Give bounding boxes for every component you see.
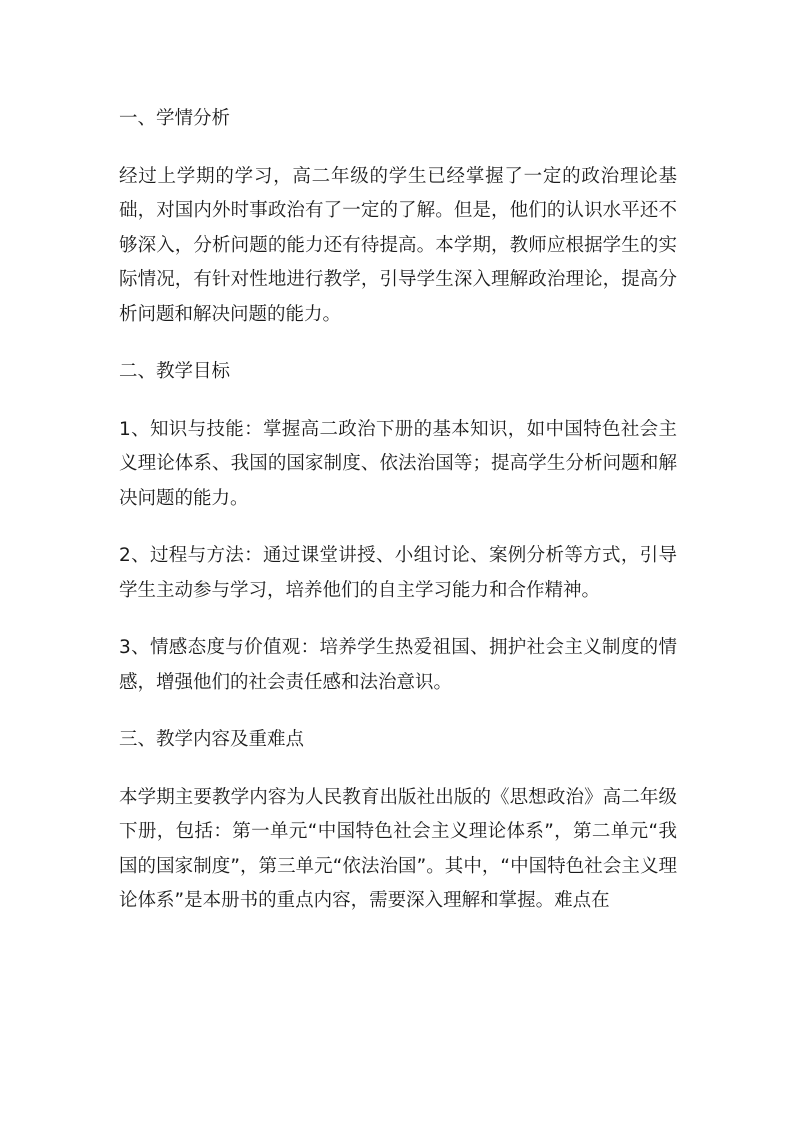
paragraph-student-analysis: 经过上学期的学习，高二年级的学生已经掌握了一定的政治理论基础，对国内外时事政治有了一定的了解。但是，他们的认识水平还不够深入，分析问题的能力还有待提高。本学期，教师应根据学生的实际情况，有针对性地进行教学，引导学生深入理解政治理论，提高分析问题和解决问题的能力。: [119, 165, 677, 325]
section-heading-student-analysis: 一、学情分析: [119, 108, 231, 129]
paragraph-content-keypoints: 本学期主要教学内容为人民教育出版社出版的《思想政治》高二年级下册，包括：第一单元“中国特色社会主义理论体系”，第二单元“我国的国家制度”，第三单元“依法治国”。其中，“中国特色社会主义理论体系”是本册书的重点内容，需要深入理解和掌握。难点在: [119, 786, 677, 911]
paragraph-goal-knowledge-skills: 1、知识与技能：掌握高二政治下册的基本知识，如中国特色社会主义理论体系、我国的国家制度、依法治国等；提高学生分析问题和解决问题的能力。: [119, 418, 677, 509]
section-heading-content-keypoints: 三、教学内容及重难点: [119, 729, 305, 750]
document-body: [119, 102, 677, 942]
paragraph-goal-process-methods: 2、过程与方法：通过课堂讲授、小组讨论、案例分析等方式，引导学生主动参与学习，培养他们的自主学习能力和合作精神。: [119, 545, 677, 601]
paragraph-goal-attitude-values: 3、情感态度与价值观：培养学生热爱祖国、拥护社会主义制度的情感，增强他们的社会责任感和法治意识。: [119, 637, 677, 693]
section-heading-teaching-goals: 二、教学目标: [119, 361, 231, 382]
